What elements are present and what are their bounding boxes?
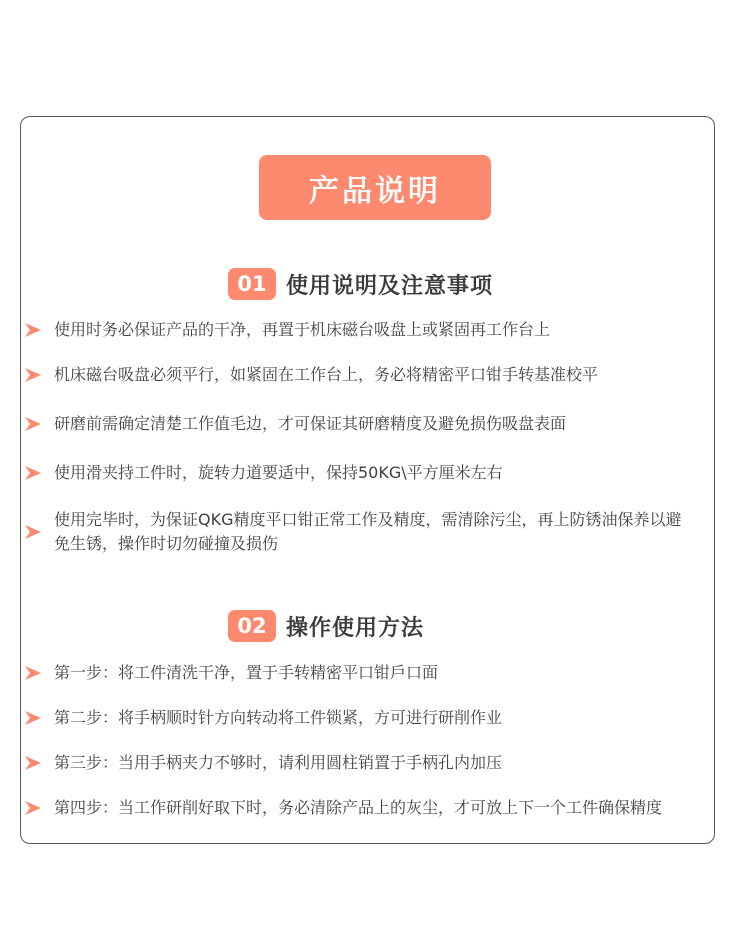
list-item-text: 机床磁台吸盘必须平行，如紧固在工作台上，务必将精密平口钳手转基准校平 <box>54 365 599 384</box>
list-item <box>24 363 598 387</box>
list-item <box>24 508 694 556</box>
arrow-right-icon <box>24 367 42 383</box>
list-item <box>24 412 566 436</box>
list-item-text: 第三步：当用手柄夹力不够时，请利用圆柱销置于手柄孔内加压 <box>54 753 503 772</box>
arrow-right-icon <box>24 322 42 338</box>
arrow-right-icon <box>24 755 42 771</box>
arrow-right-icon <box>24 800 42 816</box>
list-item <box>24 661 438 685</box>
list-item-text: 第四步：当工作研削好取下时，务必清除产品上的灰尘，才可放上下一个工件确保精度 <box>54 798 663 817</box>
list-item <box>24 318 550 342</box>
list-item-text: 使用时务必保证产品的干净，再置于机床磁台吸盘上或紧固再工作台上 <box>54 320 551 339</box>
arrow-right-icon <box>24 465 42 481</box>
list-item-text: 第二步：将手柄顺时针方向转动将工件锁紧，方可进行研削作业 <box>54 708 503 727</box>
section-2-header <box>228 609 424 643</box>
section-1-header <box>228 267 493 301</box>
arrow-right-icon <box>24 416 42 432</box>
list-item-text: 第一步：将工件清洗干净，置于手转精密平口钳戶口面 <box>54 663 439 682</box>
list-item-text: 使用滑夹持工件时，旋转力道要适中，保持50KG\平方厘米左右 <box>54 463 503 482</box>
page-title: 产品说明 <box>259 155 491 220</box>
arrow-right-icon <box>24 524 42 540</box>
section-2-number-badge: 02 <box>228 610 276 642</box>
list-item <box>24 461 503 485</box>
arrow-right-icon <box>24 710 42 726</box>
list-item-text: 使用完毕时，为保证QKG精度平口钳正常工作及精度，需清除污尘，再上防锈油保养以避免生锈，操作时切勿碰撞及损伤 <box>54 510 682 553</box>
list-item <box>24 796 662 820</box>
list-item <box>24 751 502 775</box>
arrow-right-icon <box>24 665 42 681</box>
section-2-title: 操作使用方法 <box>286 615 425 641</box>
list-item <box>24 706 502 730</box>
section-1-number-badge: 01 <box>228 268 276 300</box>
list-item-text: 研磨前需确定清楚工作值毛边，才可保证其研磨精度及避免损伤吸盘表面 <box>54 414 567 433</box>
section-1-title: 使用说明及注意事项 <box>286 273 494 299</box>
